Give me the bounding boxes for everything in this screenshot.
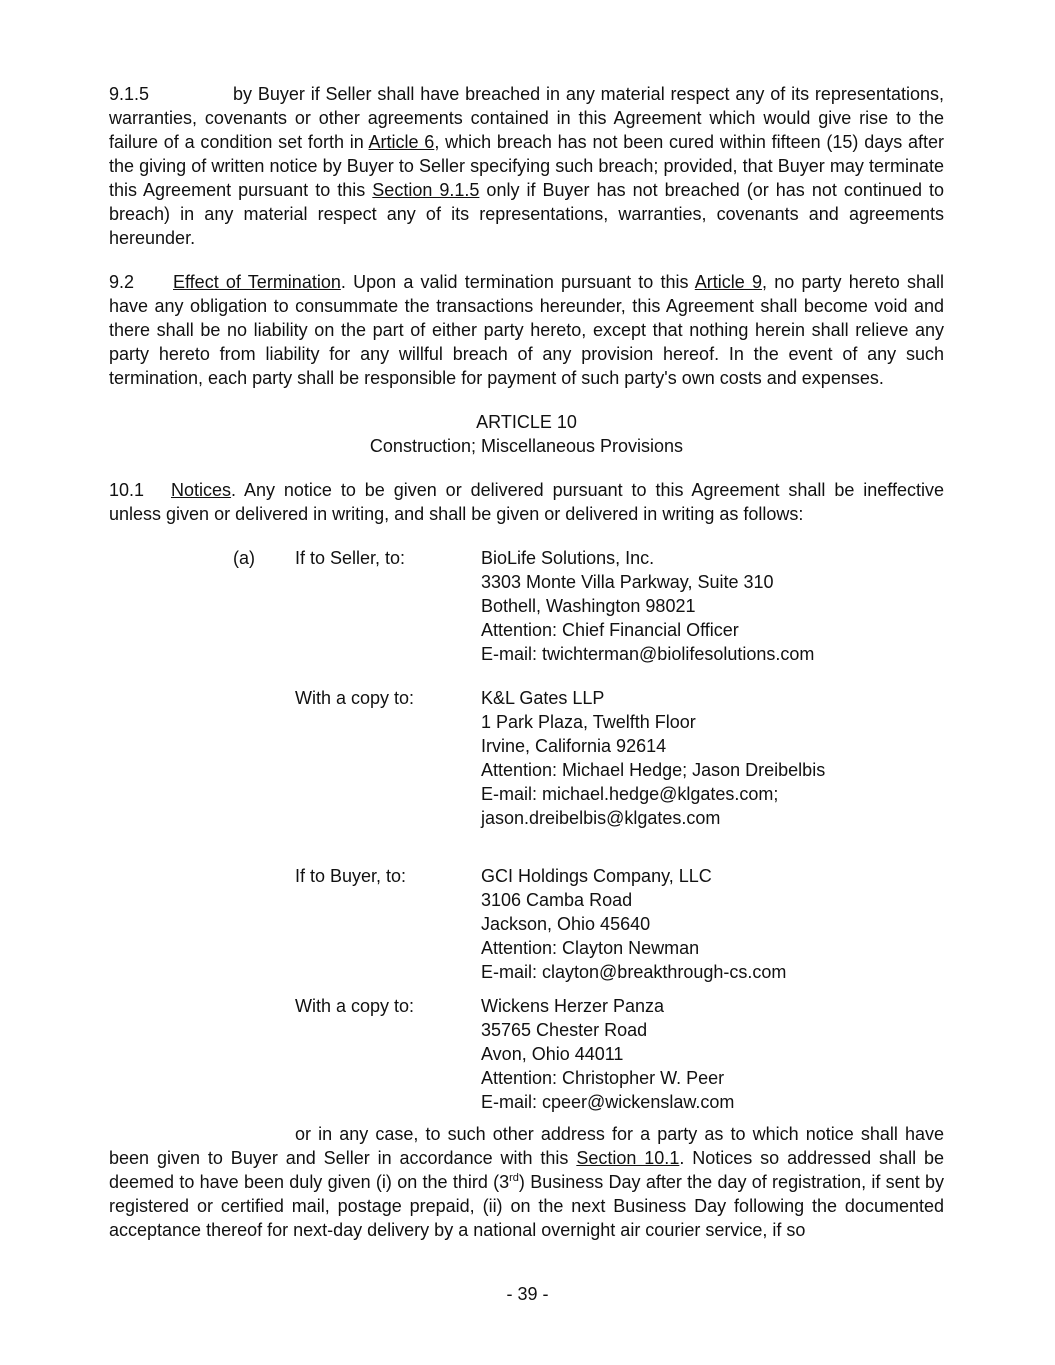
- seller-copy-address-block: With a copy to: K&L Gates LLP 1 Park Plaza, Twelfth Floor Irvine, California 92614 Attention: Michael Hedge; Jason Dreibelbis E-mail: michael.hedge@klgates.com; jason.dreibelbis@klgates.com: [295, 688, 826, 828]
- article-6-link: Article 6: [368, 132, 435, 152]
- page-number: - 39 -: [506, 1284, 549, 1304]
- section-heading: Notices: [171, 480, 232, 500]
- section-number: 9.2: [109, 272, 135, 292]
- article-9-link: Article 9: [694, 272, 763, 292]
- section-9-1-5-link: Section 9.1.5: [372, 180, 480, 200]
- article-heading: [109, 410, 944, 458]
- buyer-address-block: If to Buyer, to: GCI Holdings Company, LLC 3106 Camba Road Jackson, Ohio 45640 Attention: Clayton Newman E-mail: clayton@breakthrough-cs.com: [295, 866, 787, 982]
- section-10-1-link: Section 10.1: [576, 1148, 680, 1168]
- buyer-copy-address-block: With a copy to: Wickens Herzer Panza 35765 Chester Road Avon, Ohio 44011 Attention: Christopher W. Peer E-mail: cpeer@wickenslaw.com: [295, 996, 735, 1112]
- address-label: If to Seller, to:: [295, 548, 406, 568]
- notice-addresses: [109, 546, 944, 1114]
- section-heading: Effect of Termination: [173, 272, 341, 292]
- section-9-2: 9.2 Effect of Termination. Upon a valid termination pursuant to this Article 9, no party hereto shall have any obligation to consummate the transactions hereunder, this Agreement shall become void and there shall be no liability on the part of either party hereto, except that nothing herein shall relieve any party hereto from liability for any willful breach of any provision hereof. In the event of any such termination, each party shall be responsible for payment of such party's own costs and expenses.: [109, 272, 944, 388]
- article-title: ARTICLE 10: [476, 412, 577, 432]
- address-label: If to Buyer, to:: [295, 866, 407, 886]
- article-subtitle: Construction; Miscellaneous Provisions: [369, 436, 684, 456]
- list-marker: (a): [233, 548, 255, 568]
- document-page: [109, 82, 944, 1242]
- address-label: With a copy to:: [295, 996, 415, 1016]
- section-number: 9.1.5: [109, 84, 150, 104]
- section-9-1-5: 9.1.5 by Buyer if Seller shall have breached in any material respect any of its representations, warranties, covenants or other agreements contained in this Agreement which would give rise to the failure of a condition set forth in Article 6, which breach has not been cured within fifteen (15) days after the giving of written notice by Buyer to Seller specifying such breach; provided, that Buyer may terminate this Agreement pursuant to this Section 9.1.5 only if Buyer has not breached (or has not continued to breach) in any material respect any of its representations, warranties, covenants and agreements hereunder.: [109, 84, 945, 248]
- seller-address-block: (a) If to Seller, to: BioLife Solutions, Inc. 3303 Monte Villa Parkway, Suite 310 Bothell, Washington 98021 Attention: Chief Financial Officer E-mail: twichterman@biolifesolutions.com: [233, 548, 815, 664]
- notice-delivery-paragraph: or in any case, to such other address for a party as to which notice shall have been given to Buyer and Seller in accordance with this Section 10.1. Notices so addressed shall be deemed to have been duly given (i) on the third (3rd) Business Day after the day of registration, if sent by registered or certified mail, postage prepaid, (ii) on the next Business Day following the documented acceptance thereof for next-day delivery by a national overnight air courier service, if so: [109, 1124, 945, 1240]
- section-10-1: 10.1 Notices. Any notice to be given or delivered pursuant to this Agreement shall be ineffective unless given or delivered in writing, and shall be given or delivered in writing as follows:: [109, 480, 944, 524]
- address-label: With a copy to:: [295, 688, 415, 708]
- section-number: 10.1: [109, 480, 145, 500]
